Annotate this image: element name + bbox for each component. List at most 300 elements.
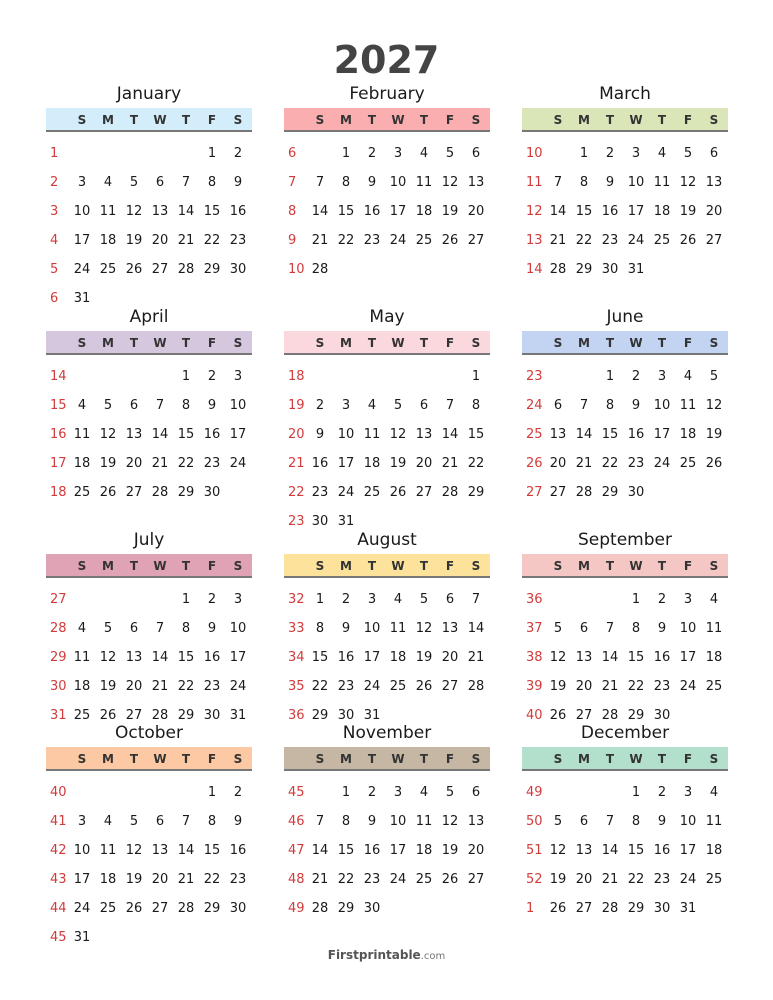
day-cell: 24 bbox=[653, 456, 671, 471]
day-cell: 5 bbox=[103, 398, 113, 413]
day-cell: 2 bbox=[315, 398, 325, 413]
day-cell: 19 bbox=[549, 872, 567, 887]
weekday-label: M bbox=[340, 336, 352, 350]
day-cell: 25 bbox=[99, 901, 117, 916]
day-cell: 9 bbox=[341, 621, 351, 636]
day-cell: 6 bbox=[155, 814, 165, 829]
day-cell: 25 bbox=[73, 485, 91, 500]
day-cell: 17 bbox=[389, 843, 407, 858]
weekday-label: S bbox=[77, 336, 87, 350]
weekday-label: F bbox=[445, 113, 455, 127]
week-row bbox=[284, 679, 490, 701]
weekday-label: M bbox=[102, 559, 114, 573]
day-cell: 14 bbox=[549, 204, 567, 219]
day-cell: 23 bbox=[363, 233, 381, 248]
day-cell: 23 bbox=[653, 872, 671, 887]
day-cell: 29 bbox=[337, 901, 355, 916]
day-cell: 24 bbox=[229, 456, 247, 471]
day-cell: 1 bbox=[207, 146, 217, 161]
day-cell: 19 bbox=[549, 679, 567, 694]
day-cell: 22 bbox=[601, 456, 619, 471]
weekday-label: T bbox=[657, 113, 667, 127]
day-cell: 2 bbox=[367, 146, 377, 161]
day-cell: 6 bbox=[129, 398, 139, 413]
day-cell: 24 bbox=[73, 262, 91, 277]
weekday-label: T bbox=[181, 113, 191, 127]
day-cell: 17 bbox=[337, 456, 355, 471]
day-cell: 19 bbox=[99, 679, 117, 694]
weekday-label: T bbox=[367, 336, 377, 350]
weekday-label: S bbox=[315, 336, 325, 350]
day-cell: 27 bbox=[575, 708, 593, 723]
day-cell: 15 bbox=[177, 650, 195, 665]
weekday-label: M bbox=[340, 113, 352, 127]
weekday-label: F bbox=[207, 113, 217, 127]
day-cell: 8 bbox=[579, 175, 589, 190]
day-cell: 21 bbox=[311, 233, 329, 248]
day-cell: 10 bbox=[679, 814, 697, 829]
day-cell: 27 bbox=[125, 708, 143, 723]
week-row bbox=[46, 592, 252, 614]
day-cell: 5 bbox=[103, 621, 113, 636]
weekday-label: T bbox=[657, 559, 667, 573]
day-cell: 12 bbox=[441, 814, 459, 829]
weekday-label: F bbox=[683, 752, 693, 766]
week-number: 25 bbox=[526, 427, 543, 442]
day-cell: 18 bbox=[653, 204, 671, 219]
day-cell: 29 bbox=[203, 901, 221, 916]
day-cell: 1 bbox=[579, 146, 589, 161]
weekday-label: M bbox=[578, 113, 590, 127]
week-row bbox=[522, 679, 728, 701]
week-row bbox=[46, 650, 252, 672]
day-cell: 11 bbox=[415, 175, 433, 190]
day-cell: 24 bbox=[627, 233, 645, 248]
week-number: 11 bbox=[526, 175, 543, 190]
weekday-label: S bbox=[77, 113, 87, 127]
day-cell: 9 bbox=[605, 175, 615, 190]
day-cell: 28 bbox=[311, 901, 329, 916]
week-row bbox=[522, 204, 728, 226]
day-cell: 26 bbox=[125, 901, 143, 916]
week-number: 30 bbox=[50, 679, 67, 694]
day-cell: 12 bbox=[125, 843, 143, 858]
week-number: 24 bbox=[526, 398, 543, 413]
day-cell: 2 bbox=[207, 592, 217, 607]
day-cell: 21 bbox=[151, 679, 169, 694]
weekday-label: W bbox=[629, 113, 643, 127]
day-cell: 30 bbox=[203, 708, 221, 723]
day-cell: 20 bbox=[415, 456, 433, 471]
day-cell: 5 bbox=[553, 621, 563, 636]
day-cell: 18 bbox=[415, 843, 433, 858]
day-cell: 24 bbox=[229, 679, 247, 694]
day-cell: 11 bbox=[73, 650, 91, 665]
day-cell: 23 bbox=[203, 679, 221, 694]
weekday-label: S bbox=[709, 752, 719, 766]
day-cell: 7 bbox=[181, 175, 191, 190]
weekday-label: T bbox=[605, 559, 615, 573]
week-row bbox=[46, 204, 252, 226]
day-cell: 3 bbox=[367, 592, 377, 607]
day-cell: 15 bbox=[337, 843, 355, 858]
day-cell: 16 bbox=[363, 204, 381, 219]
day-cell: 27 bbox=[467, 233, 485, 248]
day-cell: 22 bbox=[177, 456, 195, 471]
weekday-label: S bbox=[233, 113, 243, 127]
weekday-label: S bbox=[233, 752, 243, 766]
weekday-label: S bbox=[709, 559, 719, 573]
week-number: 27 bbox=[50, 592, 67, 607]
day-cell: 17 bbox=[627, 204, 645, 219]
day-cell: 9 bbox=[367, 175, 377, 190]
day-cell: 14 bbox=[151, 650, 169, 665]
week-row bbox=[522, 485, 728, 507]
week-number: 42 bbox=[50, 843, 67, 858]
day-cell: 15 bbox=[177, 427, 195, 442]
weekday-label: W bbox=[629, 752, 643, 766]
week-row bbox=[284, 233, 490, 255]
weekday-label: T bbox=[419, 559, 429, 573]
week-row bbox=[46, 843, 252, 865]
day-cell: 15 bbox=[311, 650, 329, 665]
week-row bbox=[46, 262, 252, 284]
day-cell: 10 bbox=[679, 621, 697, 636]
day-cell: 7 bbox=[553, 175, 563, 190]
weekday-header bbox=[522, 554, 728, 578]
day-cell: 19 bbox=[441, 843, 459, 858]
weekday-label: T bbox=[419, 752, 429, 766]
week-number: 36 bbox=[526, 592, 543, 607]
day-cell: 30 bbox=[311, 514, 329, 529]
week-number: 44 bbox=[50, 901, 67, 916]
weekday-label: T bbox=[657, 336, 667, 350]
weekday-label: F bbox=[683, 559, 693, 573]
week-number: 18 bbox=[288, 369, 305, 384]
day-cell: 1 bbox=[315, 592, 325, 607]
day-cell: 27 bbox=[549, 485, 567, 500]
day-cell: 9 bbox=[207, 621, 217, 636]
week-number: 22 bbox=[288, 485, 305, 500]
day-cell: 21 bbox=[311, 872, 329, 887]
week-number: 48 bbox=[288, 872, 305, 887]
week-number: 35 bbox=[288, 679, 305, 694]
day-cell: 11 bbox=[653, 175, 671, 190]
week-number: 51 bbox=[526, 843, 543, 858]
day-cell: 27 bbox=[441, 679, 459, 694]
day-cell: 23 bbox=[627, 456, 645, 471]
day-cell: 7 bbox=[181, 814, 191, 829]
day-cell: 23 bbox=[203, 456, 221, 471]
day-cell: 7 bbox=[605, 814, 615, 829]
week-number: 9 bbox=[288, 233, 297, 248]
day-cell: 8 bbox=[181, 621, 191, 636]
weekday-label: F bbox=[207, 559, 217, 573]
day-cell: 13 bbox=[575, 843, 593, 858]
day-cell: 15 bbox=[337, 204, 355, 219]
week-row bbox=[522, 901, 728, 923]
day-cell: 21 bbox=[151, 456, 169, 471]
weekday-header bbox=[46, 554, 252, 578]
day-cell: 16 bbox=[203, 650, 221, 665]
week-number: 18 bbox=[50, 485, 67, 500]
day-cell: 15 bbox=[601, 427, 619, 442]
day-cell: 20 bbox=[549, 456, 567, 471]
week-number: 36 bbox=[288, 708, 305, 723]
week-number: 45 bbox=[288, 785, 305, 800]
day-cell: 13 bbox=[549, 427, 567, 442]
day-cell: 6 bbox=[579, 621, 589, 636]
day-cell: 29 bbox=[311, 708, 329, 723]
week-row bbox=[284, 592, 490, 614]
day-cell: 12 bbox=[679, 175, 697, 190]
footer-brand-name: Firstprintable bbox=[327, 948, 421, 962]
week-row bbox=[46, 369, 252, 391]
day-cell: 2 bbox=[341, 592, 351, 607]
day-cell: 23 bbox=[601, 233, 619, 248]
day-cell: 10 bbox=[389, 175, 407, 190]
day-cell: 12 bbox=[705, 398, 723, 413]
year-title: 2027 bbox=[333, 38, 440, 82]
day-cell: 24 bbox=[679, 679, 697, 694]
week-number: 4 bbox=[50, 233, 59, 248]
day-cell: 10 bbox=[73, 843, 91, 858]
weekday-label: F bbox=[683, 336, 693, 350]
weekday-label: S bbox=[471, 559, 481, 573]
day-cell: 28 bbox=[151, 485, 169, 500]
day-cell: 22 bbox=[337, 233, 355, 248]
day-cell: 2 bbox=[631, 369, 641, 384]
day-cell: 11 bbox=[99, 204, 117, 219]
day-cell: 21 bbox=[467, 650, 485, 665]
day-cell: 11 bbox=[73, 427, 91, 442]
month-may bbox=[284, 307, 490, 547]
day-cell: 6 bbox=[129, 621, 139, 636]
day-cell: 12 bbox=[441, 175, 459, 190]
weekday-label: S bbox=[553, 336, 563, 350]
week-number: 14 bbox=[526, 262, 543, 277]
weekday-label: S bbox=[471, 752, 481, 766]
week-row bbox=[522, 592, 728, 614]
week-row bbox=[522, 814, 728, 836]
day-cell: 27 bbox=[705, 233, 723, 248]
day-cell: 7 bbox=[605, 621, 615, 636]
day-cell: 15 bbox=[203, 204, 221, 219]
day-cell: 11 bbox=[389, 621, 407, 636]
week-row bbox=[284, 427, 490, 449]
day-cell: 17 bbox=[229, 650, 247, 665]
week-row bbox=[46, 679, 252, 701]
day-cell: 6 bbox=[419, 398, 429, 413]
weekday-header bbox=[284, 108, 490, 132]
weekday-header bbox=[46, 108, 252, 132]
weekday-label: T bbox=[181, 559, 191, 573]
week-number: 43 bbox=[50, 872, 67, 887]
day-cell: 29 bbox=[177, 708, 195, 723]
day-cell: 15 bbox=[627, 650, 645, 665]
weekday-label: F bbox=[207, 336, 217, 350]
day-cell: 28 bbox=[601, 708, 619, 723]
day-cell: 9 bbox=[657, 621, 667, 636]
day-cell: 4 bbox=[367, 398, 377, 413]
day-cell: 13 bbox=[575, 650, 593, 665]
day-cell: 21 bbox=[177, 233, 195, 248]
week-number: 26 bbox=[526, 456, 543, 471]
week-row bbox=[46, 485, 252, 507]
day-cell: 17 bbox=[653, 427, 671, 442]
month-name: January bbox=[116, 84, 182, 104]
week-number: 14 bbox=[50, 369, 67, 384]
day-cell: 28 bbox=[601, 901, 619, 916]
day-cell: 3 bbox=[233, 592, 243, 607]
weekday-label: W bbox=[391, 336, 405, 350]
day-cell: 18 bbox=[99, 872, 117, 887]
month-june bbox=[522, 307, 728, 547]
day-cell: 10 bbox=[627, 175, 645, 190]
week-row bbox=[284, 175, 490, 197]
week-number: 10 bbox=[526, 146, 543, 161]
day-cell: 3 bbox=[393, 785, 403, 800]
weekday-label: M bbox=[102, 336, 114, 350]
day-cell: 3 bbox=[77, 814, 87, 829]
day-cell: 26 bbox=[125, 262, 143, 277]
day-cell: 8 bbox=[207, 814, 217, 829]
day-cell: 2 bbox=[657, 592, 667, 607]
day-cell: 13 bbox=[467, 175, 485, 190]
day-cell: 29 bbox=[601, 485, 619, 500]
day-cell: 28 bbox=[575, 485, 593, 500]
day-cell: 16 bbox=[363, 843, 381, 858]
day-cell: 5 bbox=[709, 369, 719, 384]
day-cell: 30 bbox=[601, 262, 619, 277]
week-number: 13 bbox=[526, 233, 543, 248]
week-row bbox=[522, 621, 728, 643]
day-cell: 28 bbox=[441, 485, 459, 500]
weekday-label: S bbox=[553, 559, 563, 573]
day-cell: 8 bbox=[341, 175, 351, 190]
month-name: June bbox=[606, 307, 644, 327]
week-row bbox=[46, 456, 252, 478]
weekday-label: T bbox=[129, 559, 139, 573]
weekday-label: S bbox=[709, 336, 719, 350]
day-cell: 26 bbox=[99, 485, 117, 500]
day-cell: 10 bbox=[389, 814, 407, 829]
day-cell: 25 bbox=[363, 485, 381, 500]
week-number: 23 bbox=[288, 514, 305, 529]
day-cell: 19 bbox=[679, 204, 697, 219]
month-march bbox=[522, 84, 728, 324]
day-cell: 16 bbox=[653, 843, 671, 858]
week-number: 12 bbox=[526, 204, 543, 219]
day-cell: 8 bbox=[631, 621, 641, 636]
day-cell: 27 bbox=[151, 901, 169, 916]
day-cell: 18 bbox=[705, 843, 723, 858]
day-cell: 6 bbox=[709, 146, 719, 161]
day-cell: 9 bbox=[631, 398, 641, 413]
week-row bbox=[522, 843, 728, 865]
day-cell: 18 bbox=[389, 650, 407, 665]
day-cell: 30 bbox=[627, 485, 645, 500]
week-number: 41 bbox=[50, 814, 67, 829]
day-cell: 5 bbox=[445, 785, 455, 800]
day-cell: 10 bbox=[653, 398, 671, 413]
weekday-label: W bbox=[391, 752, 405, 766]
day-cell: 7 bbox=[315, 814, 325, 829]
weekday-label: T bbox=[367, 559, 377, 573]
day-cell: 8 bbox=[471, 398, 481, 413]
day-cell: 22 bbox=[177, 679, 195, 694]
day-cell: 13 bbox=[415, 427, 433, 442]
weekday-header bbox=[284, 331, 490, 355]
week-row bbox=[284, 814, 490, 836]
day-cell: 25 bbox=[679, 456, 697, 471]
month-name: April bbox=[129, 307, 169, 327]
month-name: May bbox=[369, 307, 405, 327]
day-cell: 2 bbox=[657, 785, 667, 800]
day-cell: 26 bbox=[549, 708, 567, 723]
week-number: 1 bbox=[50, 146, 59, 161]
weekday-label: S bbox=[471, 113, 481, 127]
day-cell: 13 bbox=[467, 814, 485, 829]
day-cell: 13 bbox=[151, 843, 169, 858]
day-cell: 16 bbox=[653, 650, 671, 665]
day-cell: 11 bbox=[679, 398, 697, 413]
weekday-label: T bbox=[419, 113, 429, 127]
day-cell: 4 bbox=[419, 146, 429, 161]
day-cell: 5 bbox=[553, 814, 563, 829]
day-cell: 8 bbox=[631, 814, 641, 829]
week-number: 6 bbox=[50, 291, 59, 306]
day-cell: 6 bbox=[471, 146, 481, 161]
weekday-label: T bbox=[367, 752, 377, 766]
day-cell: 1 bbox=[181, 592, 191, 607]
weekday-label: S bbox=[709, 113, 719, 127]
day-cell: 4 bbox=[709, 785, 719, 800]
day-cell: 26 bbox=[549, 901, 567, 916]
day-cell: 28 bbox=[177, 901, 195, 916]
week-number: 15 bbox=[50, 398, 67, 413]
day-cell: 18 bbox=[73, 456, 91, 471]
week-number: 5 bbox=[50, 262, 59, 277]
weekday-label: S bbox=[233, 336, 243, 350]
day-cell: 31 bbox=[73, 930, 91, 945]
day-cell: 25 bbox=[99, 262, 117, 277]
day-cell: 31 bbox=[679, 901, 697, 916]
day-cell: 25 bbox=[653, 233, 671, 248]
day-cell: 13 bbox=[151, 204, 169, 219]
day-cell: 6 bbox=[471, 785, 481, 800]
weekday-label: W bbox=[153, 113, 167, 127]
week-row bbox=[284, 621, 490, 643]
week-number: 52 bbox=[526, 872, 543, 887]
day-cell: 7 bbox=[315, 175, 325, 190]
week-row bbox=[284, 456, 490, 478]
day-cell: 23 bbox=[229, 872, 247, 887]
day-cell: 9 bbox=[207, 398, 217, 413]
day-cell: 8 bbox=[341, 814, 351, 829]
week-row bbox=[284, 204, 490, 226]
day-cell: 31 bbox=[337, 514, 355, 529]
week-number: 2 bbox=[50, 175, 59, 190]
day-cell: 26 bbox=[705, 456, 723, 471]
day-cell: 25 bbox=[415, 233, 433, 248]
day-cell: 25 bbox=[415, 872, 433, 887]
day-cell: 17 bbox=[73, 872, 91, 887]
weekday-label: M bbox=[578, 336, 590, 350]
day-cell: 12 bbox=[549, 843, 567, 858]
day-cell: 22 bbox=[203, 233, 221, 248]
day-cell: 26 bbox=[389, 485, 407, 500]
